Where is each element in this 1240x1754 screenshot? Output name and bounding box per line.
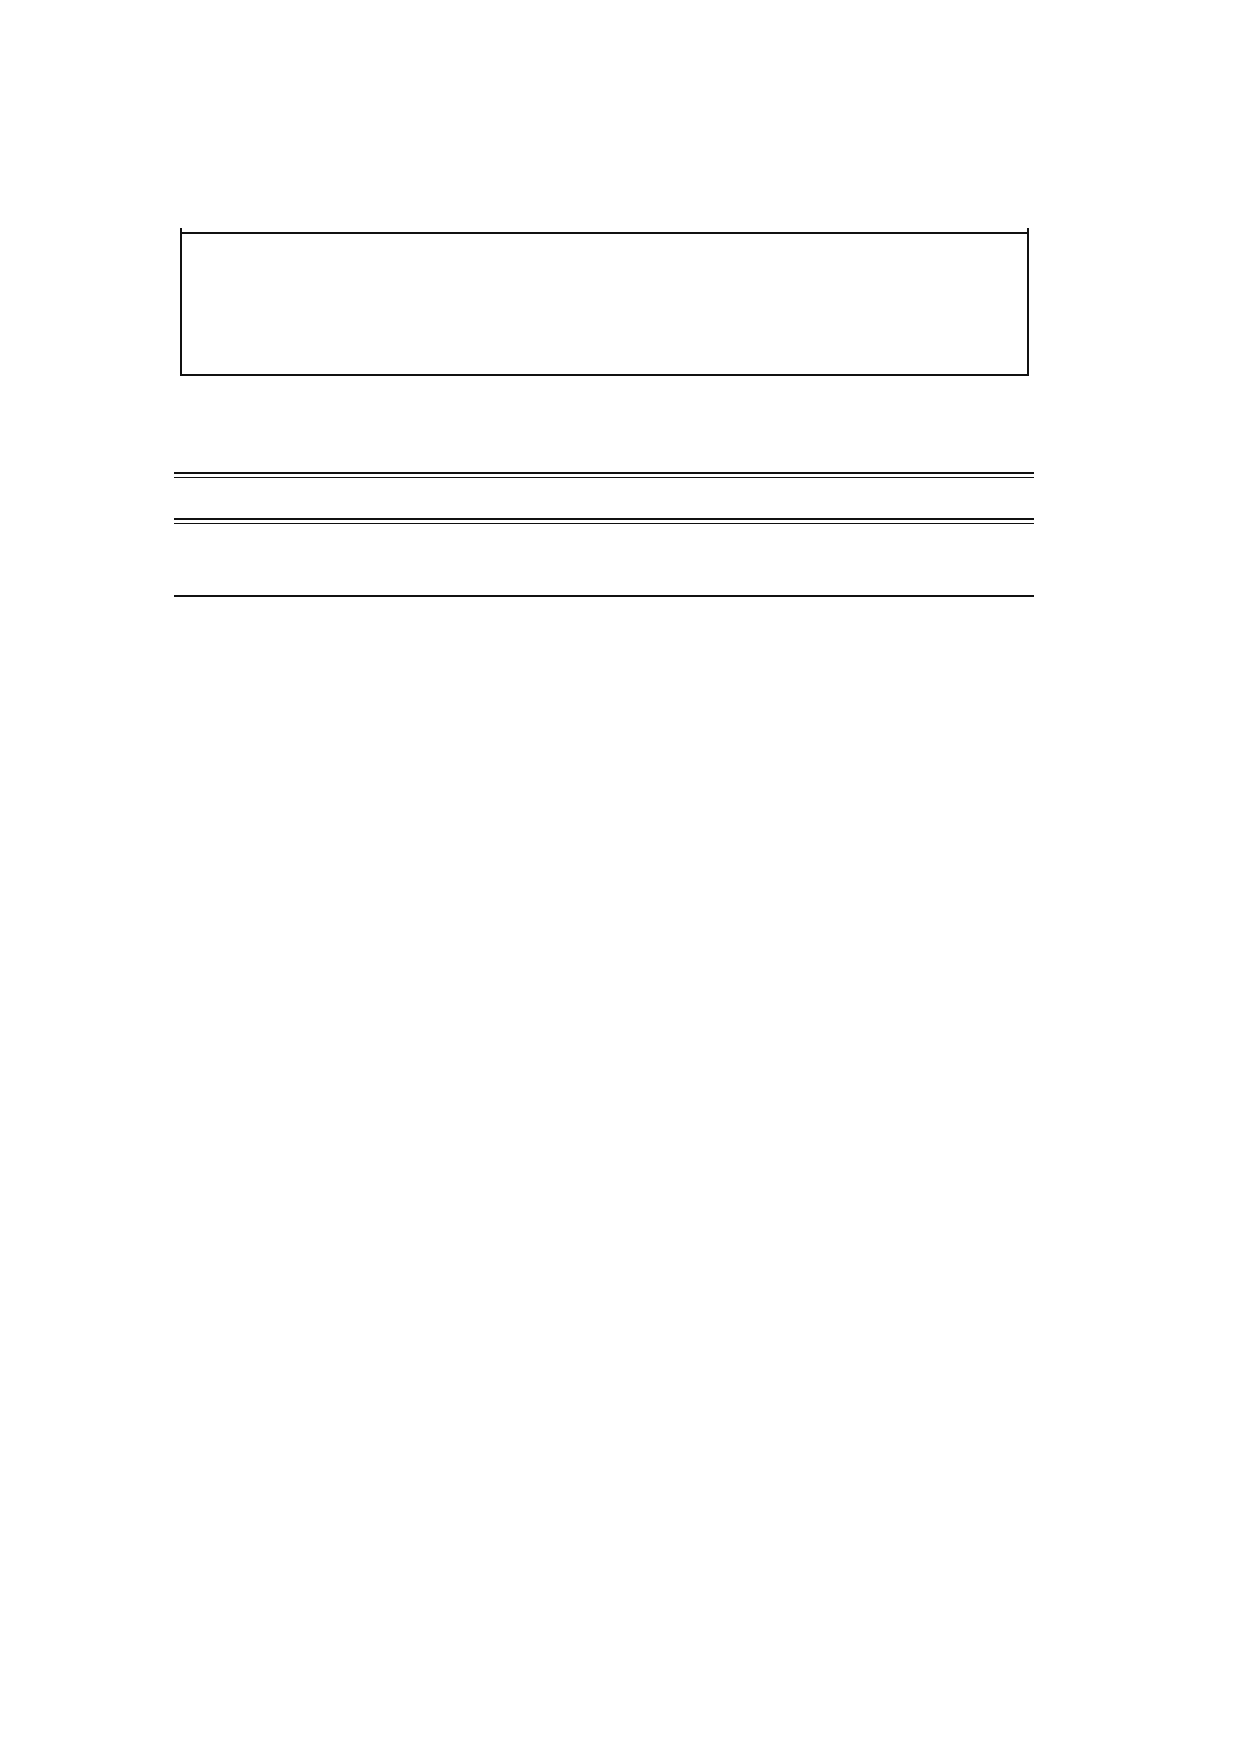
divider [174, 477, 1034, 478]
divider [174, 472, 1034, 474]
divider [174, 595, 1034, 597]
divider [174, 518, 1034, 520]
divider [174, 523, 1034, 524]
header-box [180, 232, 1029, 376]
